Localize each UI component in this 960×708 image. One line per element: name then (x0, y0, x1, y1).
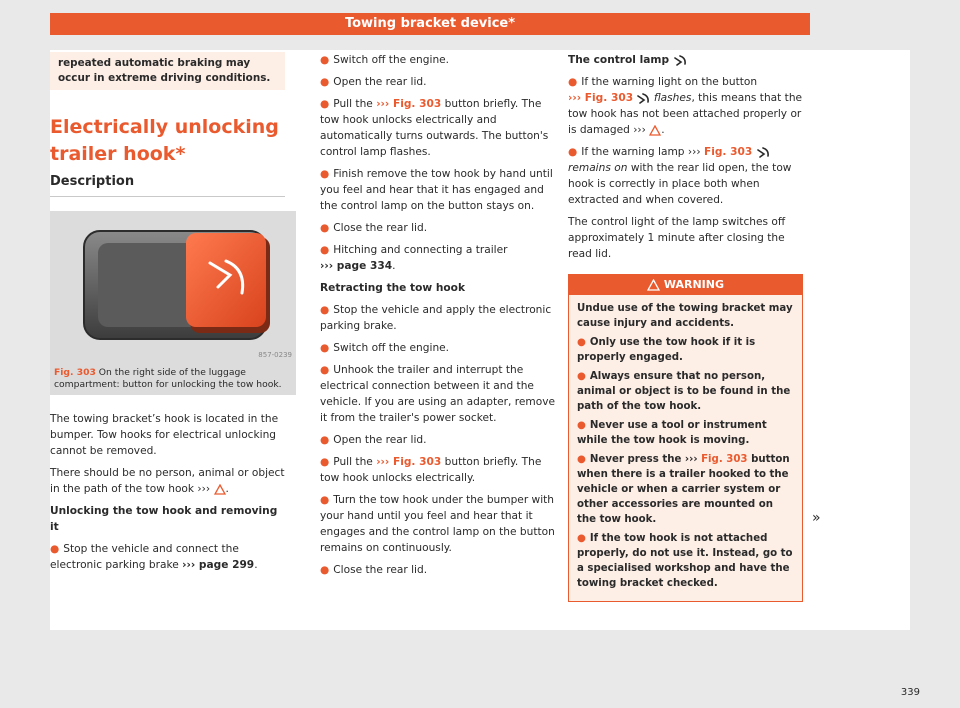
bullet-icon: ● (568, 76, 578, 88)
chapter-header: Towing bracket device* (50, 13, 810, 35)
bullet-item (320, 454, 555, 486)
lamp-bullet-1: ● If the warning light on the button ››› Fig. 303 flashes, this means that the tow hook has not been attached properly or is damaged ››› . (568, 76, 803, 136)
warning-body (569, 295, 802, 601)
bullet-icon: ● (568, 146, 578, 158)
figure-303 (50, 211, 296, 365)
warning-box (568, 274, 803, 602)
figure-label: Fig. 303 (54, 367, 96, 378)
page-ref-link[interactable]: ››› page 299 (182, 559, 255, 571)
bullet-icon: ● (320, 222, 330, 234)
warning-text: Always ensure that no person, animal or object is to be found in the path of the tow hook. (577, 371, 791, 412)
bullet-text: Open the rear lid. (333, 76, 427, 88)
warning-text: If the tow hook is not attached properly, do not use it. Instead, go to a specialised workshop and have the towing bracket checked. (577, 533, 793, 589)
figure-caption (50, 365, 296, 395)
bullet-icon: ● (320, 364, 330, 376)
column-middle (320, 52, 555, 584)
bullet-icon: ● (577, 454, 586, 465)
warning-triangle-icon (214, 484, 226, 495)
bullet-text: Open the rear lid. (333, 434, 427, 446)
tow-hook-button-illustration (50, 211, 296, 365)
lamp-heading-text: The control lamp (568, 54, 670, 66)
fig-ref-link[interactable]: Fig. 303 (701, 454, 748, 465)
heading-retract: Retracting the tow hook (320, 282, 466, 294)
figure-id: 857-0239 (258, 351, 292, 359)
para-description-2-text: There should be no person, animal or object in the path of the tow hook ››› (50, 467, 285, 495)
bullet-icon: ● (320, 54, 330, 66)
bullet-text: If the warning light on the button (581, 76, 758, 88)
warning-item (577, 369, 794, 414)
bullet-item (320, 562, 555, 578)
warning-title: WARNING (663, 278, 724, 291)
bullet-text: , this means that the tow hook has not been attached properly or is damaged ››› (568, 92, 803, 136)
bullet-text: Pull the (333, 98, 373, 110)
bullet-icon: ● (577, 371, 586, 382)
warning-text: Never press the ››› (589, 454, 698, 465)
bullet-icon: ● (320, 342, 330, 354)
warning-header (569, 275, 802, 295)
warning-item (577, 531, 794, 591)
bullet-icon: ● (577, 533, 586, 544)
flashes-text: flashes (653, 92, 692, 104)
bullet-item (320, 302, 555, 334)
warning-intro: Undue use of the towing bracket may cause injury and accidents. (577, 303, 793, 329)
bullet-text: Stop the vehicle and apply the electronic parking brake. (320, 304, 552, 332)
bullet-icon: ● (320, 168, 330, 180)
bullet-item (320, 362, 555, 426)
warning-text: Only use the tow hook if it is properly engaged. (577, 337, 756, 363)
bullet-text: Turn the tow hook under the bumper with your hand until you feel and hear that it engages and the control lamp on the button remains on continuously. (320, 494, 555, 554)
bullet-item (320, 432, 555, 448)
bullet-text: Pull the (333, 456, 373, 468)
fig-ref-link[interactable]: ››› Fig. 303 (376, 98, 442, 110)
warning-triangle-icon (647, 279, 660, 291)
bullet-icon: ● (320, 244, 330, 256)
warning-text: button when there is a trailer hooked to the vehicle or when a carrier system or other accessories are mounted on the tow hook. (577, 454, 790, 525)
fig-ref-link[interactable]: Fig. 303 (703, 146, 753, 158)
heading-unlock: Unlocking the tow hook and removing it (50, 505, 278, 533)
bullet-text: Switch off the engine. (333, 54, 450, 66)
warning-text: Never use a tool or instrument while the tow hook is moving. (577, 420, 767, 446)
bullet-text: button briefly. The tow hook unlocks electrically. (320, 456, 542, 484)
bullet-item (320, 74, 555, 90)
bullet-icon: ● (320, 76, 330, 88)
bullet-item (320, 220, 555, 236)
lamp-bullet-2 (568, 144, 803, 208)
bullet-icon: ● (320, 494, 330, 506)
bullet-text: Close the rear lid. (333, 222, 428, 234)
subsection-title: Description (50, 174, 285, 197)
remains-text: remains on (568, 162, 628, 174)
bullet-text: Hitching and connecting a trailer (333, 244, 508, 256)
para-description-2: There should be no person, animal or object in the path of the tow hook ››› . (50, 467, 285, 495)
bullet-icon: ● (320, 304, 330, 316)
bullet-item (320, 492, 555, 556)
figure-caption-text: On the right side of the luggage compartment: button for unlocking the tow hook. (54, 367, 282, 390)
bullet-text: Switch off the engine. (333, 342, 450, 354)
tow-hook-icon (673, 54, 687, 66)
bullet-icon: ● (50, 543, 60, 555)
warning-item (577, 335, 794, 365)
warning-triangle-icon (649, 125, 661, 136)
fig-ref-link[interactable]: ››› Fig. 303 (568, 92, 634, 104)
bullet-text: button briefly. The tow hook unlocks electrically and automatically turns outwards. The button's control lamp flashes. (320, 98, 549, 158)
warning-item (577, 418, 794, 448)
lamp-heading (568, 52, 803, 68)
continue-arrow: » (812, 510, 821, 526)
lamp-paragraph: The control light of the lamp switches off approximately 1 minute after closing the read lid. (568, 216, 786, 260)
bullet-item (320, 166, 555, 214)
bullet-icon: ● (320, 434, 330, 446)
bullet-item (320, 52, 555, 68)
column-left (50, 52, 292, 579)
column-right (568, 52, 803, 602)
bullet-text: If the warning lamp ››› (581, 146, 701, 158)
bullet-icon: ● (320, 564, 330, 576)
warning-item (577, 452, 794, 527)
bullet-text: Close the rear lid. (333, 564, 428, 576)
para-description-1: The towing bracket’s hook is located in the bumper. Tow hooks for electrical unlocking cannot be removed. (50, 413, 279, 457)
bullet-item (320, 96, 555, 160)
bullet-icon: ● (577, 337, 586, 348)
bullet-icon: ● (320, 98, 330, 110)
bullet-text: Finish remove the tow hook by hand until you feel and hear that it has engaged and the control lamp on the button stays on. (320, 168, 553, 212)
bullet-unlock-1-text: Stop the vehicle and connect the electronic parking brake (50, 543, 239, 571)
page-number: 339 (900, 687, 920, 698)
tow-hook-icon (636, 92, 650, 104)
bullet-item: ● Hitching and connecting a trailer ››› page 334. (320, 244, 508, 272)
section-title: Electrically unlocking trailer hook* (50, 116, 279, 165)
fig-ref-link[interactable]: ››› Fig. 303 (376, 456, 442, 468)
bullet-icon: ● (320, 456, 330, 468)
page-ref-link[interactable]: ››› page 334 (320, 260, 393, 272)
bullet-icon: ● (577, 420, 586, 431)
bullet-item (320, 340, 555, 356)
tow-hook-icon (756, 146, 770, 158)
bullet-unlock-1: ● Stop the vehicle and connect the electronic parking brake ››› page 299. (50, 543, 258, 571)
continued-note: repeated automatic braking may occur in extreme driving conditions. (50, 52, 285, 90)
bullet-text: Unhook the trailer and interrupt the electrical connection between it and the vehicle. If you are using an adapter, remove it from the trailer's power socket. (320, 364, 555, 424)
bullet-text: with the rear lid open, the tow hook is correctly in place both when extracted and when covered. (568, 162, 792, 206)
